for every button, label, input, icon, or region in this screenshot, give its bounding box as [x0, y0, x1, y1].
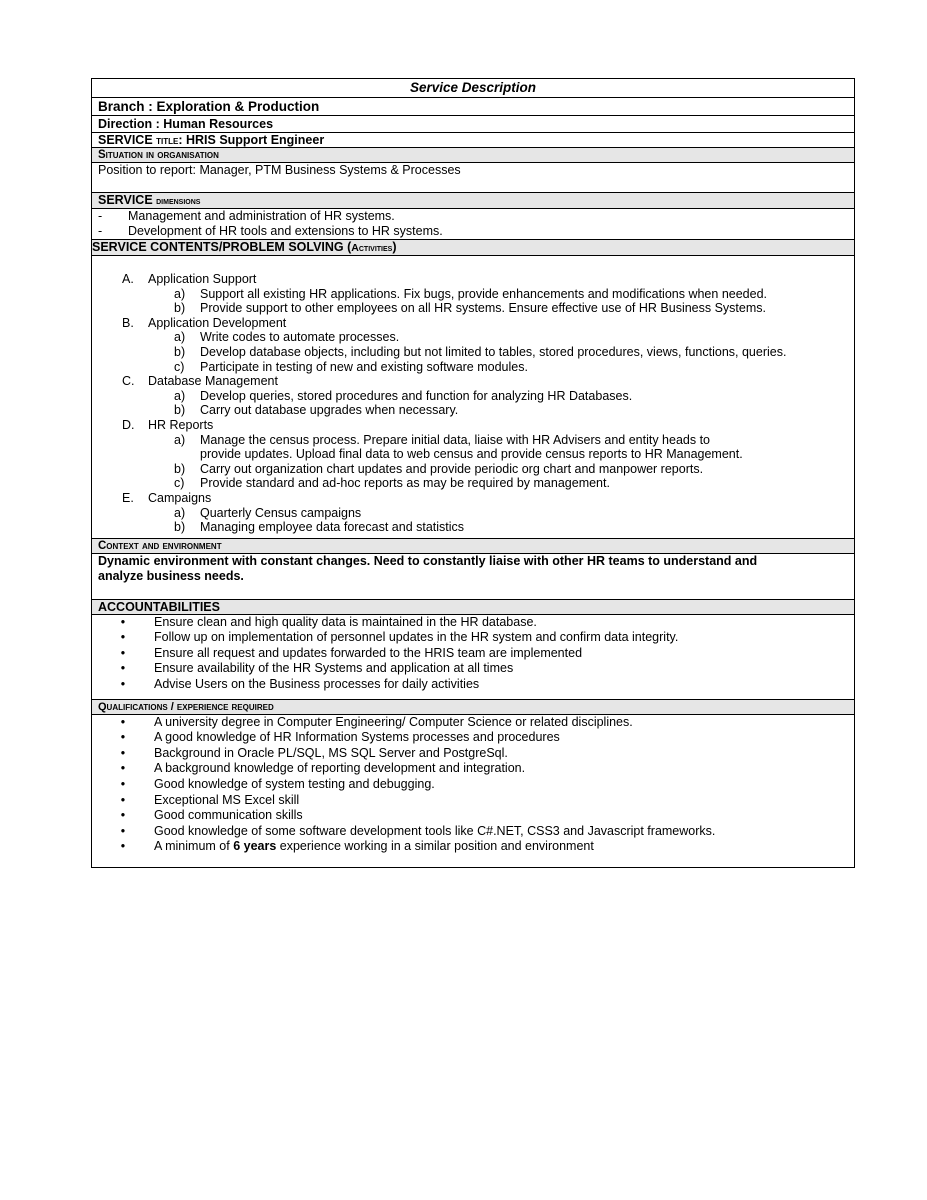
accountabilities-item — [92, 630, 854, 646]
qualifications-text: Exceptional MS Excel skill — [154, 792, 300, 807]
group-letter: B. — [122, 315, 134, 330]
activity-group — [122, 272, 848, 316]
bullet-icon: • — [120, 777, 126, 792]
bullet-icon: • — [120, 730, 126, 745]
activity-item — [122, 360, 848, 375]
qualifications-item — [92, 746, 854, 762]
bullet-icon: • — [120, 745, 126, 760]
group-title: Application Development — [148, 315, 287, 330]
qualifications-item — [92, 777, 854, 793]
item-letter: b) — [174, 344, 186, 359]
activity-item — [122, 403, 848, 418]
group-letter: E. — [122, 490, 134, 505]
bullet-icon: • — [120, 792, 126, 807]
bullet-icon: • — [120, 614, 126, 629]
dimensions-heading-label: dimensions — [156, 195, 201, 207]
item-letter: a) — [174, 286, 186, 301]
service-title-value: : HRIS Support Engineer — [178, 133, 325, 147]
bullet-icon: • — [120, 714, 126, 729]
contents-heading-label: Activities — [351, 242, 393, 254]
accountabilities-list — [92, 615, 854, 700]
activity-item — [122, 330, 848, 345]
item-text-block — [200, 287, 767, 302]
dimensions-heading-prefix: SERVICE — [98, 193, 157, 207]
qualifications-text — [154, 839, 594, 855]
dimension-item — [98, 209, 848, 224]
direction-line: Direction : Human Resources — [92, 116, 854, 133]
item-text-line: Managing employee data forecast and statistics — [200, 520, 465, 535]
item-text-line: Manage the census process. Prepare initial data, liaise with HR Advisers and entity heads to — [200, 432, 710, 447]
item-letter: b) — [174, 403, 186, 418]
item-text-line: Develop database objects, including but not limited to tables, stored procedures, views, functions, queries. — [200, 344, 787, 359]
item-text-block — [200, 506, 361, 521]
accountabilities-item — [92, 661, 854, 677]
item-letter: b) — [174, 461, 186, 476]
item-text-line: Develop queries, stored procedures and function for analyzing HR Databases. — [200, 388, 633, 403]
item-text-block — [200, 301, 766, 316]
document-title: Service Description — [92, 79, 854, 98]
qualifications-heading: Qualifications / experience required — [92, 700, 854, 715]
item-text-block — [200, 345, 786, 360]
accountabilities-item — [92, 677, 854, 693]
group-letter: A. — [122, 272, 134, 286]
situation-heading: Situation in organisation — [92, 148, 854, 163]
activities-list — [92, 256, 854, 539]
item-text-line: provide updates. Upload final data to web census and provide census reports to HR Management. — [200, 447, 743, 462]
item-letter: a) — [174, 432, 186, 447]
dash-marker: - — [98, 209, 103, 223]
bullet-icon: • — [120, 761, 126, 776]
bullet-icon: • — [120, 677, 126, 692]
bullet-icon: • — [120, 661, 126, 676]
qualifications-text: Good knowledge of system testing and debugging. — [154, 777, 435, 792]
bullet-icon: • — [120, 645, 126, 660]
item-letter: c) — [174, 476, 185, 491]
item-text-line: Support all existing HR applications. Fix bugs, provide enhancements and modifications when needed. — [200, 286, 767, 301]
item-letter: a) — [174, 330, 186, 345]
qualifications-list — [92, 715, 854, 867]
item-text-line: Write codes to automate processes. — [200, 330, 400, 345]
item-letter: a) — [174, 505, 186, 520]
contents-heading-suffix: ) — [392, 240, 397, 254]
accountabilities-heading: ACCOUNTABILITIES — [92, 600, 854, 615]
accountabilities-item — [92, 646, 854, 662]
experience-years: 6 years — [233, 839, 277, 854]
item-text-block — [200, 462, 703, 477]
dimension-text: Development of HR tools and extensions to HR systems. — [128, 224, 443, 238]
group-title: Application Support — [148, 272, 257, 286]
accountabilities-text: Ensure all request and updates forwarded to the HRIS team are implemented — [154, 645, 583, 660]
context-text: Dynamic environment with constant changes. Need to constantly liaise with other HR teams to understand and analyze business needs. — [98, 553, 758, 583]
bullet-icon: • — [120, 630, 126, 645]
item-text-block — [200, 520, 464, 535]
item-text-block — [200, 330, 399, 345]
accountabilities-text: Follow up on implementation of personnel updates in the HR system and confirm data integrity. — [154, 630, 679, 645]
qualifications-item — [92, 808, 854, 824]
item-text-line: Participate in testing of new and existing software modules. — [200, 359, 528, 374]
dash-marker: - — [98, 224, 103, 238]
qualifications-item — [92, 839, 854, 855]
activity-item — [122, 433, 848, 462]
activity-group-title-row — [122, 418, 848, 433]
qualifications-item — [92, 793, 854, 809]
experience-suffix: experience working in a similar position and environment — [276, 839, 594, 854]
activity-group — [122, 491, 848, 535]
qualifications-item — [92, 730, 854, 746]
activity-item — [122, 389, 848, 404]
bullet-icon: • — [120, 808, 126, 823]
item-letter: b) — [174, 520, 186, 535]
item-text-block — [200, 389, 632, 404]
item-letter: a) — [174, 388, 186, 403]
activity-item — [122, 506, 848, 521]
bullet-icon: • — [120, 823, 126, 838]
service-title-label: title — [156, 135, 179, 147]
qualifications-text: A university degree in Computer Engineering/ Computer Science or related disciplines. — [154, 714, 633, 729]
activity-item — [122, 520, 848, 535]
activity-item — [122, 301, 848, 316]
activity-group-title-row — [122, 491, 848, 506]
qualifications-text: A background knowledge of reporting development and integration. — [154, 761, 526, 776]
dimensions-list — [92, 209, 854, 240]
dimension-item — [98, 224, 848, 239]
activity-group — [122, 418, 848, 491]
service-title-line — [92, 133, 854, 148]
qualifications-text: A good knowledge of HR Information Systems processes and procedures — [154, 730, 560, 745]
qualifications-item — [92, 761, 854, 777]
item-text-block — [200, 476, 610, 491]
item-letter: b) — [174, 301, 186, 316]
item-text-block — [200, 403, 458, 418]
activity-group-title-row — [122, 374, 848, 389]
group-letter: C. — [122, 374, 135, 389]
group-title: Campaigns — [148, 490, 212, 505]
item-text-line: Provide support to other employees on all HR systems. Ensure effective use of HR Business Systems. — [200, 301, 766, 316]
item-text-block — [200, 360, 528, 375]
qualifications-text: Background in Oracle PL/SQL, MS SQL Server and PostgreSql. — [154, 745, 508, 760]
accountabilities-text: Advise Users on the Business processes for daily activities — [154, 677, 480, 692]
activity-item — [122, 287, 848, 302]
accountabilities-text: Ensure clean and high quality data is maintained in the HR database. — [154, 614, 537, 629]
branch-line: Branch : Exploration & Production — [92, 98, 854, 116]
activity-group — [122, 316, 848, 374]
experience-prefix: A minimum of — [154, 839, 234, 854]
activity-item — [122, 476, 848, 491]
context-text-row — [92, 554, 854, 600]
accountabilities-item — [92, 615, 854, 631]
item-text-line: Quarterly Census campaigns — [200, 505, 362, 520]
activity-group-title-row — [122, 316, 848, 331]
bullet-icon: • — [120, 839, 126, 854]
item-text-line: Carry out database upgrades when necessary. — [200, 403, 459, 418]
situation-text: Position to report: Manager, PTM Business Systems & Processes — [92, 163, 854, 193]
dimension-text: Management and administration of HR systems. — [128, 209, 395, 223]
item-text-block — [200, 433, 743, 462]
activity-group — [122, 374, 848, 418]
group-letter: D. — [122, 417, 135, 432]
contents-heading — [92, 240, 854, 256]
qualifications-text: Good communication skills — [154, 808, 303, 823]
contents-heading-prefix: SERVICE CONTENTS/PROBLEM SOLVING ( — [92, 240, 352, 254]
activity-item — [122, 345, 848, 360]
service-title-prefix: SERVICE — [98, 133, 157, 147]
item-text-line: Carry out organization chart updates and provide periodic org chart and manpower reports. — [200, 461, 704, 476]
qualifications-item — [92, 715, 854, 731]
qualifications-item — [92, 824, 854, 840]
item-letter: c) — [174, 359, 185, 374]
group-title: HR Reports — [148, 417, 214, 432]
item-text-line: Provide standard and ad-hoc reports as may be required by management. — [200, 476, 610, 491]
qualifications-text: Good knowledge of some software development tools like C#.NET, CSS3 and Javascript frameworks. — [154, 823, 716, 838]
accountabilities-text: Ensure availability of the HR Systems and application at all times — [154, 661, 514, 676]
group-title: Database Management — [148, 374, 278, 389]
service-description-form — [91, 78, 855, 868]
dimensions-heading — [92, 193, 854, 209]
activity-item — [122, 462, 848, 477]
context-heading: Context and environment — [92, 539, 854, 554]
activity-group-title-row — [122, 272, 848, 287]
